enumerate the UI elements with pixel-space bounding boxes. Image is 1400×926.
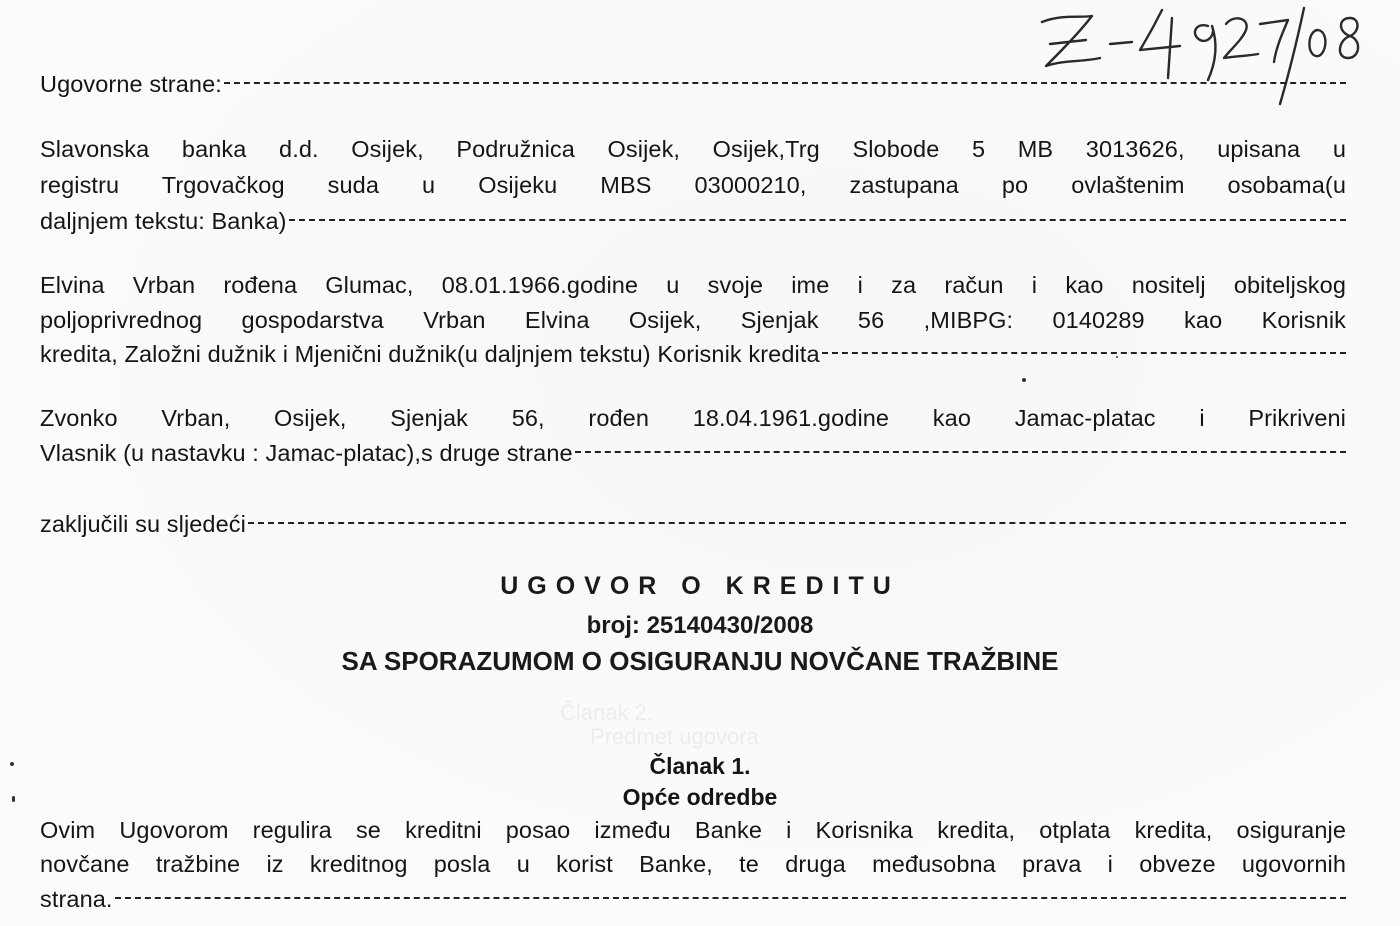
article-1-line-2: novčane tražbine iz kreditnog posla u korist Banke, te druga međusobna prava i obveze ugovornih bbox=[40, 851, 1346, 877]
contract-title: UGOVOR O KREDITU bbox=[500, 572, 900, 600]
concluded-line bbox=[40, 506, 1346, 542]
dash-fill bbox=[822, 352, 1346, 354]
bleed-through-text: Predmet ugovora bbox=[590, 724, 759, 749]
dash-fill bbox=[224, 82, 1346, 84]
scan-speck bbox=[12, 796, 15, 802]
borrower-line-1: Elvina Vrban rođena Glumac, 08.01.1966.godine u svoje ime i za račun i kao nositelj obiteljskog bbox=[40, 272, 1346, 298]
bleed-through-text: Članak 2. bbox=[560, 700, 653, 725]
article-1-heading: Opće odredbe bbox=[622, 784, 778, 810]
article-1-line-3-text: strana. bbox=[40, 886, 113, 912]
borrower-line-3-text: kredita, Založni dužnik i Mjenični dužnik(u daljnjem tekstu) Korisnik kredita bbox=[40, 341, 820, 367]
bank-line-3-text: daljnjem tekstu: Banka) bbox=[40, 208, 287, 234]
article-1-line-1: Ovim Ugovorom regulira se kreditni posao između Banke i Korisnika kredita, otplata kredita, osiguranje bbox=[40, 817, 1346, 843]
contract-subtitle: SA SPORAZUMOM O OSIGURANJU NOVČANE TRAŽBINE bbox=[341, 646, 1059, 676]
parties-heading-line bbox=[40, 66, 1346, 102]
dash-fill bbox=[115, 897, 1346, 899]
borrower-line-3 bbox=[40, 336, 1346, 372]
borrower-line-2: poljoprivrednog gospodarstva Vrban Elvina Osijek, Sjenjak 56 ,MIBPG: 0140289 kao Korisnik bbox=[40, 307, 1346, 333]
bank-line-2: registru Trgovačkog suda u Osijeku MBS 03000210, zastupana po ovlaštenim osobama(u bbox=[40, 172, 1346, 198]
contract-number: broj: 25140430/2008 bbox=[586, 612, 814, 639]
scan-speck bbox=[1116, 356, 1118, 358]
dash-fill bbox=[248, 522, 1346, 524]
bank-line-1: Slavonska banka d.d. Osijek, Podružnica Osijek, Osijek,Trg Slobode 5 MB 3013626, upisana u bbox=[40, 136, 1346, 162]
guarantor-line-1: Zvonko Vrban, Osijek, Sjenjak 56, rođen 18.04.1961.godine kao Jamac-platac i Prikriveni bbox=[40, 405, 1346, 431]
guarantor-line-2 bbox=[40, 435, 1346, 471]
dash-fill bbox=[575, 451, 1346, 453]
scan-speck bbox=[1022, 378, 1026, 382]
scan-speck bbox=[10, 762, 14, 766]
bank-line-3 bbox=[40, 203, 1346, 239]
parties-heading: Ugovorne strane: bbox=[40, 71, 222, 97]
guarantor-line-2-text: Vlasnik (u nastavku : Jamac-platac),s druge strane bbox=[40, 440, 573, 466]
article-1-line-3 bbox=[40, 881, 1346, 917]
dash-fill bbox=[289, 219, 1346, 221]
concluded-text: zaključili su sljedeći bbox=[40, 511, 246, 537]
article-1-number: Članak 1. bbox=[649, 753, 751, 779]
